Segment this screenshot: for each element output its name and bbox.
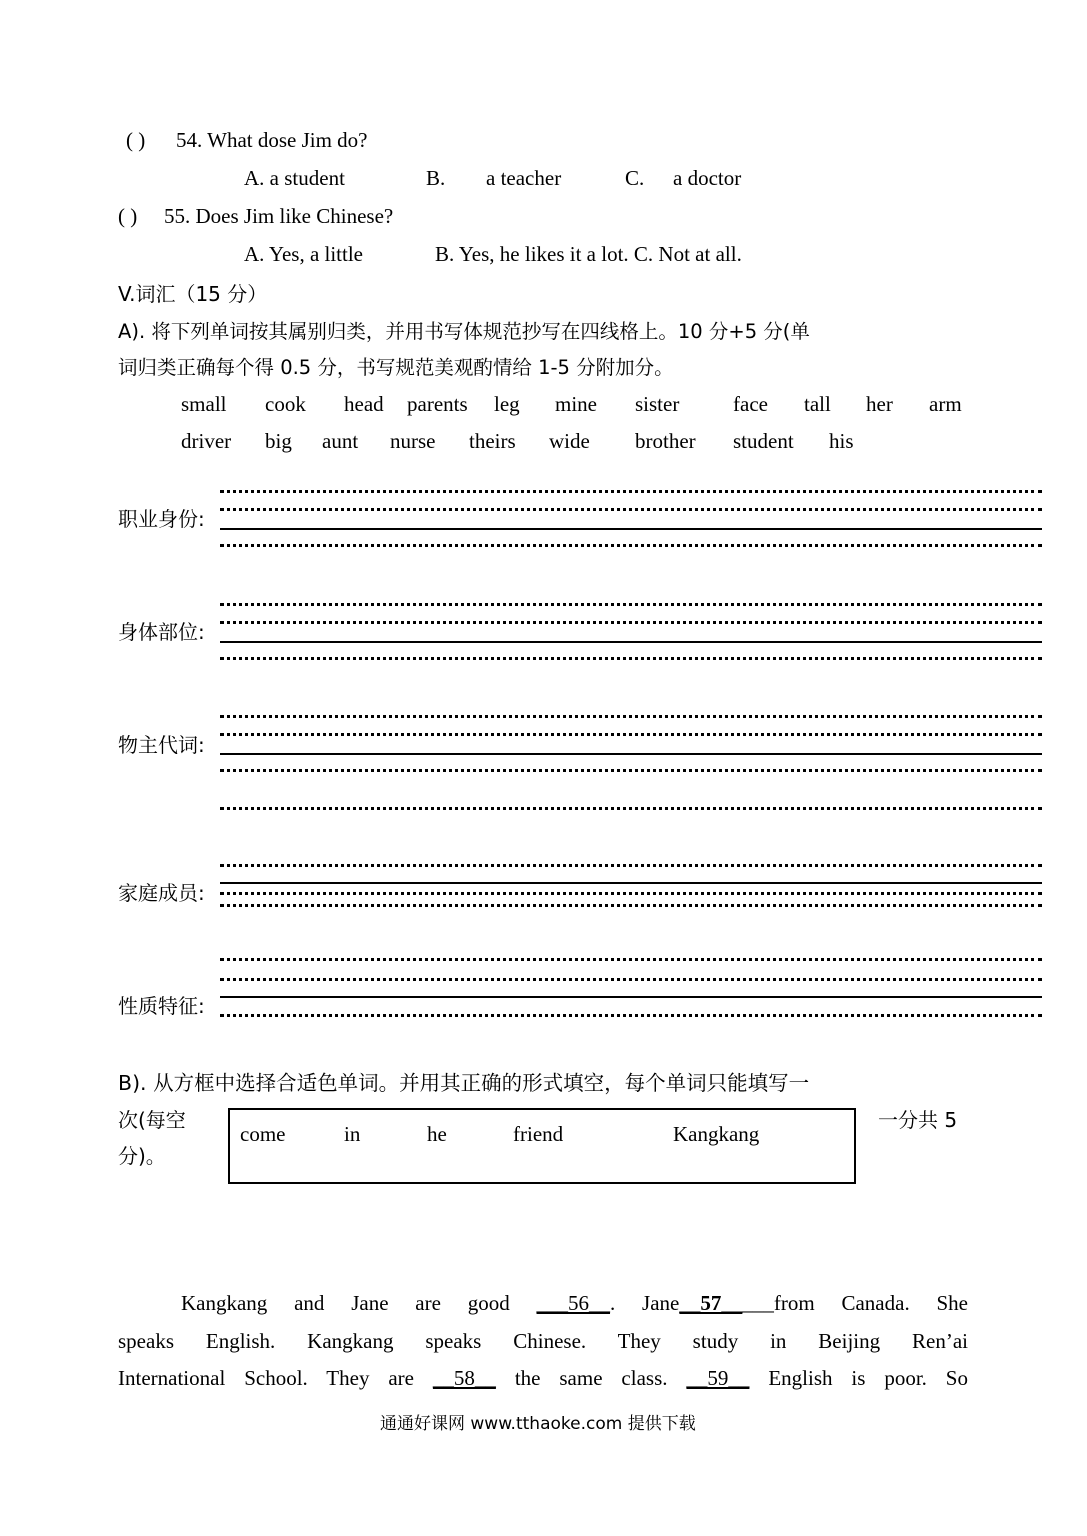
blank-57[interactable]: __57__ <box>679 1291 743 1315</box>
word: leg <box>494 392 520 416</box>
word: aunt <box>322 429 359 453</box>
part-b-instruction-right1: 一分共 5 <box>878 1108 958 1132</box>
four-line-grid[interactable] <box>220 603 1042 663</box>
blank-58[interactable]: __58__ <box>432 1366 496 1390</box>
word: face <box>733 392 768 416</box>
word-bank-word: friend <box>513 1122 564 1146</box>
word: big <box>265 429 292 453</box>
category-label-occupation: 职业身份: <box>118 507 205 531</box>
word: driver <box>181 429 232 453</box>
word: sister <box>635 392 680 416</box>
q55-option-b-c: B. Yes, he likes it a lot. C. Not at all. <box>435 242 742 266</box>
word: wide <box>549 429 590 453</box>
blank-59[interactable]: __59__ <box>686 1366 750 1390</box>
four-line-grid[interactable] <box>220 715 1042 815</box>
passage-line-3 <box>118 1366 968 1391</box>
word: theirs <box>469 429 516 453</box>
grid-line <box>220 864 1042 867</box>
passage-text: ___from Canada. She <box>742 1291 968 1315</box>
passage-text: . Jane <box>610 1291 680 1315</box>
grid-line <box>220 603 1042 606</box>
part-a-instruction-line1: A). 将下列单词按其属别归类，并用书写体规范抄写在四线格上。10 分+5 分(单 <box>118 320 810 343</box>
word-bank-word: Kangkang <box>673 1122 760 1146</box>
grid-line <box>220 733 1042 736</box>
passage-text: Kangkang and Jane are good <box>181 1291 537 1315</box>
word: small <box>181 392 227 416</box>
part-a-instruction-line2: 词归类正确每个得 0.5 分，书写规范美观酌情给 1-5 分附加分。 <box>118 356 674 379</box>
grid-line <box>220 715 1042 718</box>
word: brother <box>635 429 696 453</box>
word: mine <box>555 392 597 416</box>
grid-line <box>220 892 1042 895</box>
part-b-instruction-line1: B). 从方框中选择合适色单词。并用其正确的形式填空，每个单词只能填写一 <box>118 1071 810 1095</box>
category-label-family-members: 家庭成员: <box>118 881 205 905</box>
passage-text: English is poor. So <box>749 1366 968 1390</box>
grid-line <box>220 958 1042 961</box>
q54-option-c-letter: C. <box>625 166 645 190</box>
word: her <box>866 392 893 416</box>
q54-question: 54. What dose Jim do? <box>176 128 368 152</box>
section-title: V.词汇（15 分） <box>118 282 268 306</box>
blank-56[interactable]: ___56__ <box>536 1291 611 1315</box>
grid-line <box>220 641 1042 643</box>
grid-line <box>220 490 1042 493</box>
q55-option-a: A. Yes, a little <box>244 242 364 266</box>
grid-line <box>220 882 1042 884</box>
grid-line <box>220 996 1042 998</box>
word: nurse <box>390 429 436 453</box>
four-line-grid[interactable] <box>220 864 1042 924</box>
grid-line <box>220 544 1042 547</box>
passage-text: International School. They are <box>118 1366 433 1390</box>
word: parents <box>407 392 468 416</box>
word: tall <box>804 392 831 416</box>
grid-line <box>220 657 1042 660</box>
q55-question: 55. Does Jim like Chinese? <box>164 204 394 228</box>
q54-option-b-letter: B. <box>426 166 446 190</box>
grid-line <box>220 621 1042 624</box>
word: his <box>829 429 854 453</box>
grid-line <box>220 807 1042 810</box>
part-b-instruction-left1: 次(每空 <box>118 1108 186 1132</box>
grid-line <box>220 904 1042 907</box>
word: head <box>344 392 384 416</box>
grid-line <box>220 508 1042 511</box>
grid-line <box>220 528 1042 530</box>
grid-line <box>220 978 1042 981</box>
passage-text: the same class. <box>495 1366 687 1390</box>
word: arm <box>929 392 962 416</box>
part-b-instruction-left2: 分)。 <box>118 1144 166 1168</box>
grid-line <box>220 1014 1042 1017</box>
passage-line-1 <box>118 1291 968 1316</box>
category-label-pronouns: 物主代词: <box>118 733 205 757</box>
word-bank-box <box>228 1108 856 1184</box>
word: student <box>733 429 794 453</box>
word-bank-word: in <box>344 1122 361 1146</box>
grid-line <box>220 769 1042 772</box>
q54-option-a: A. a student <box>244 166 345 190</box>
q54-option-b-text: a teacher <box>486 166 562 190</box>
passage-line-2: speaks English. Kangkang speaks Chinese. They study in Beijing Ren’ai <box>118 1329 968 1353</box>
word-bank-word: he <box>427 1122 447 1146</box>
grid-line <box>220 753 1042 755</box>
four-line-grid[interactable] <box>220 958 1042 1028</box>
page-footer: 通通好课网 www.tthaoke.com 提供下载 <box>380 1414 696 1434</box>
category-label-characteristics: 性质特征: <box>118 994 205 1018</box>
q54-answer-paren: ( ) <box>126 128 146 152</box>
word-bank-word: come <box>240 1122 286 1146</box>
word: cook <box>265 392 306 416</box>
q55-answer-paren: ( ) <box>118 204 138 228</box>
q54-option-c-text: a doctor <box>673 166 742 190</box>
category-label-body-parts: 身体部位: <box>118 620 205 644</box>
four-line-grid[interactable] <box>220 490 1042 550</box>
